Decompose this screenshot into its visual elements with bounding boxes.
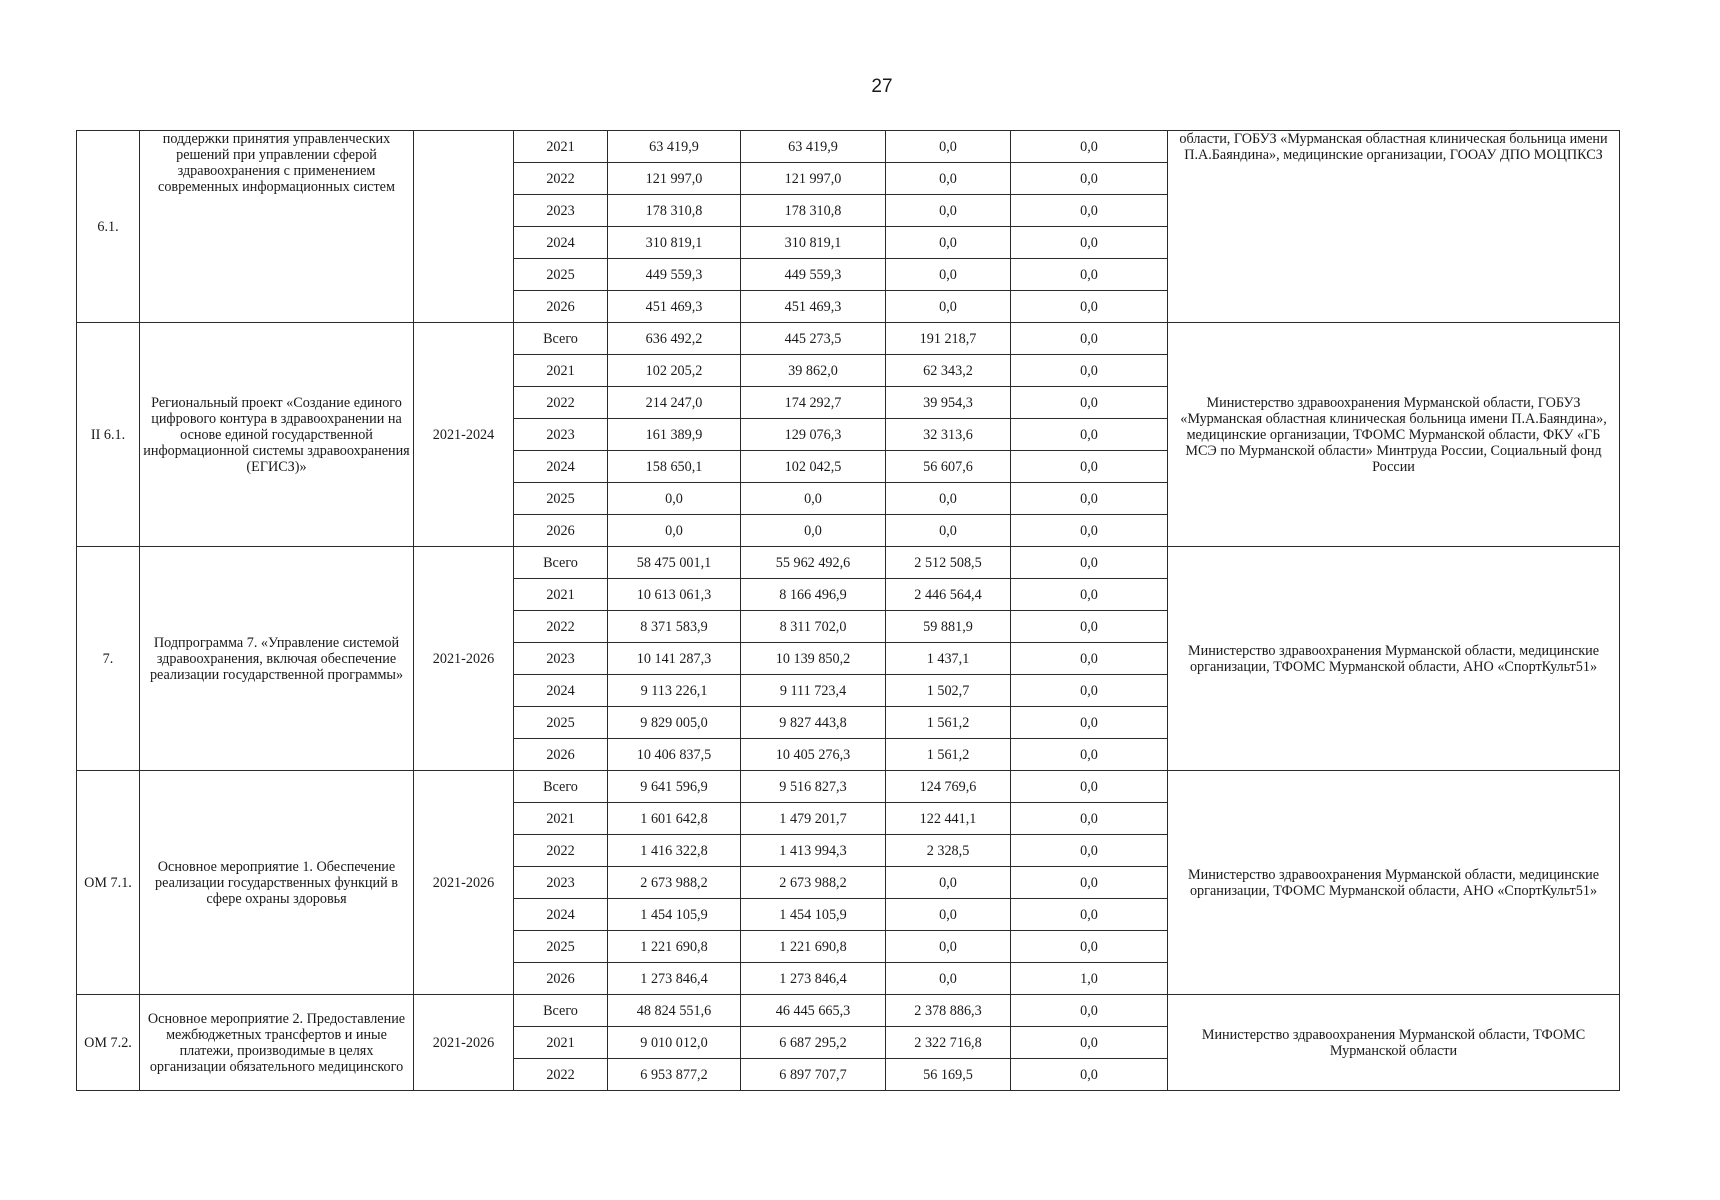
federal-budget-cell: 2 328,5 bbox=[886, 835, 1011, 867]
total-amount-cell: 161 389,9 bbox=[608, 419, 741, 451]
federal-budget-cell: 0,0 bbox=[886, 867, 1011, 899]
other-sources-cell: 0,0 bbox=[1011, 675, 1168, 707]
regional-budget-cell: 46 445 665,3 bbox=[741, 995, 886, 1027]
year-cell: 2024 bbox=[514, 899, 608, 931]
federal-budget-cell: 39 954,3 bbox=[886, 387, 1011, 419]
regional-budget-cell: 9 827 443,8 bbox=[741, 707, 886, 739]
total-amount-cell: 10 141 287,3 bbox=[608, 643, 741, 675]
regional-budget-cell: 9 516 827,3 bbox=[741, 771, 886, 803]
total-amount-cell: 310 819,1 bbox=[608, 227, 741, 259]
year-cell: 2022 bbox=[514, 163, 608, 195]
total-amount-cell: 451 469,3 bbox=[608, 291, 741, 323]
item-number-cell: 6.1. bbox=[77, 131, 140, 323]
period-cell bbox=[414, 131, 514, 323]
total-amount-cell: 6 953 877,2 bbox=[608, 1059, 741, 1091]
federal-budget-cell: 124 769,6 bbox=[886, 771, 1011, 803]
item-name-cell: Региональный проект «Создание единого цифрового контура в здравоохранении на основе единой государственной информационной системы здравоохранения (ЕГИСЗ)» bbox=[140, 323, 414, 547]
year-cell: 2026 bbox=[514, 515, 608, 547]
regional-budget-cell: 10 139 850,2 bbox=[741, 643, 886, 675]
regional-budget-cell: 1 221 690,8 bbox=[741, 931, 886, 963]
regional-budget-cell: 129 076,3 bbox=[741, 419, 886, 451]
other-sources-cell: 0,0 bbox=[1011, 259, 1168, 291]
page-number: 27 bbox=[871, 76, 893, 97]
total-amount-cell: 58 475 001,1 bbox=[608, 547, 741, 579]
budget-table bbox=[76, 130, 1620, 1091]
regional-budget-cell: 0,0 bbox=[741, 515, 886, 547]
regional-budget-cell: 174 292,7 bbox=[741, 387, 886, 419]
regional-budget-cell: 451 469,3 bbox=[741, 291, 886, 323]
year-cell: 2024 bbox=[514, 227, 608, 259]
federal-budget-cell: 0,0 bbox=[886, 163, 1011, 195]
total-amount-cell: 214 247,0 bbox=[608, 387, 741, 419]
federal-budget-cell: 62 343,2 bbox=[886, 355, 1011, 387]
federal-budget-cell: 0,0 bbox=[886, 195, 1011, 227]
federal-budget-cell: 122 441,1 bbox=[886, 803, 1011, 835]
regional-budget-cell: 178 310,8 bbox=[741, 195, 886, 227]
item-number-cell: II 6.1. bbox=[77, 323, 140, 547]
federal-budget-cell: 0,0 bbox=[886, 899, 1011, 931]
year-cell: 2026 bbox=[514, 963, 608, 995]
total-amount-cell: 0,0 bbox=[608, 483, 741, 515]
total-amount-cell: 48 824 551,6 bbox=[608, 995, 741, 1027]
year-cell: 2022 bbox=[514, 1059, 608, 1091]
other-sources-cell: 0,0 bbox=[1011, 867, 1168, 899]
other-sources-cell: 0,0 bbox=[1011, 611, 1168, 643]
federal-budget-cell: 0,0 bbox=[886, 259, 1011, 291]
total-amount-cell: 2 673 988,2 bbox=[608, 867, 741, 899]
year-cell: 2026 bbox=[514, 291, 608, 323]
item-name-cell: Подпрограмма 7. «Управление системой здравоохранения, включая обеспечение реализации государственной программы» bbox=[140, 547, 414, 771]
year-cell: 2021 bbox=[514, 1027, 608, 1059]
federal-budget-cell: 1 502,7 bbox=[886, 675, 1011, 707]
federal-budget-cell: 0,0 bbox=[886, 291, 1011, 323]
table-row bbox=[77, 771, 1620, 803]
other-sources-cell: 0,0 bbox=[1011, 227, 1168, 259]
total-amount-cell: 1 601 642,8 bbox=[608, 803, 741, 835]
other-sources-cell: 0,0 bbox=[1011, 579, 1168, 611]
federal-budget-cell: 2 378 886,3 bbox=[886, 995, 1011, 1027]
other-sources-cell: 0,0 bbox=[1011, 131, 1168, 163]
total-amount-cell: 8 371 583,9 bbox=[608, 611, 741, 643]
other-sources-cell: 0,0 bbox=[1011, 547, 1168, 579]
year-cell: 2025 bbox=[514, 707, 608, 739]
total-amount-cell: 63 419,9 bbox=[608, 131, 741, 163]
federal-budget-cell: 0,0 bbox=[886, 515, 1011, 547]
other-sources-cell: 0,0 bbox=[1011, 931, 1168, 963]
other-sources-cell: 0,0 bbox=[1011, 739, 1168, 771]
year-cell: 2025 bbox=[514, 931, 608, 963]
regional-budget-cell: 2 673 988,2 bbox=[741, 867, 886, 899]
year-cell: 2022 bbox=[514, 387, 608, 419]
period-cell: 2021-2026 bbox=[414, 547, 514, 771]
regional-budget-cell: 6 687 295,2 bbox=[741, 1027, 886, 1059]
table-row bbox=[77, 995, 1620, 1027]
total-amount-cell: 1 221 690,8 bbox=[608, 931, 741, 963]
federal-budget-cell: 2 512 508,5 bbox=[886, 547, 1011, 579]
federal-budget-cell: 0,0 bbox=[886, 963, 1011, 995]
responsible-executors-cell: Министерство здравоохранения Мурманской области, медицинские организации, ТФОМС Мурманской области, АНО «СпортКульт51» bbox=[1168, 771, 1620, 995]
item-name-cell: Основное мероприятие 2. Предоставление межбюджетных трансфертов и иные платежи, производимые в целях организации обязательного медицинского bbox=[140, 995, 414, 1091]
other-sources-cell: 0,0 bbox=[1011, 419, 1168, 451]
total-amount-cell: 178 310,8 bbox=[608, 195, 741, 227]
responsible-executors-cell: области, ГОБУЗ «Мурманская областная клиническая больница имени П.А.Баяндина», медицинские организации, ГООАУ ДПО МОЦПКСЗ bbox=[1168, 131, 1620, 323]
period-cell: 2021-2026 bbox=[414, 771, 514, 995]
year-cell: Всего bbox=[514, 995, 608, 1027]
regional-budget-cell: 63 419,9 bbox=[741, 131, 886, 163]
table-row bbox=[77, 131, 1620, 163]
total-amount-cell: 9 010 012,0 bbox=[608, 1027, 741, 1059]
other-sources-cell: 0,0 bbox=[1011, 643, 1168, 675]
total-amount-cell: 449 559,3 bbox=[608, 259, 741, 291]
federal-budget-cell: 0,0 bbox=[886, 131, 1011, 163]
regional-budget-cell: 8 166 496,9 bbox=[741, 579, 886, 611]
federal-budget-cell: 59 881,9 bbox=[886, 611, 1011, 643]
table-row bbox=[77, 323, 1620, 355]
federal-budget-cell: 1 437,1 bbox=[886, 643, 1011, 675]
item-name-cell: поддержки принятия управленческих решений при управлении сферой здравоохранения с применением современных информационных систем bbox=[140, 131, 414, 323]
federal-budget-cell: 0,0 bbox=[886, 227, 1011, 259]
budget-table-body bbox=[77, 131, 1620, 1091]
federal-budget-cell: 56 169,5 bbox=[886, 1059, 1011, 1091]
responsible-executors-cell: Министерство здравоохранения Мурманской области, ГОБУЗ «Мурманская областная клиническая больница имени П.А.Баяндина», медицинские организации, ТФОМС Мурманской области, ФКУ «ГБ МСЭ по Мурманской области» Минтруда России, Социальный фонд России bbox=[1168, 323, 1620, 547]
year-cell: Всего bbox=[514, 547, 608, 579]
regional-budget-cell: 39 862,0 bbox=[741, 355, 886, 387]
federal-budget-cell: 191 218,7 bbox=[886, 323, 1011, 355]
total-amount-cell: 9 829 005,0 bbox=[608, 707, 741, 739]
total-amount-cell: 10 406 837,5 bbox=[608, 739, 741, 771]
federal-budget-cell: 0,0 bbox=[886, 931, 1011, 963]
other-sources-cell: 0,0 bbox=[1011, 1059, 1168, 1091]
other-sources-cell: 0,0 bbox=[1011, 515, 1168, 547]
regional-budget-cell: 102 042,5 bbox=[741, 451, 886, 483]
regional-budget-cell: 121 997,0 bbox=[741, 163, 886, 195]
period-cell: 2021-2024 bbox=[414, 323, 514, 547]
federal-budget-cell: 56 607,6 bbox=[886, 451, 1011, 483]
regional-budget-cell: 0,0 bbox=[741, 483, 886, 515]
responsible-executors-cell: Министерство здравоохранения Мурманской области, ТФОМС Мурманской области bbox=[1168, 995, 1620, 1091]
period-cell: 2021-2026 bbox=[414, 995, 514, 1091]
item-name-cell: Основное мероприятие 1. Обеспечение реализации государственных функций в сфере охраны здоровья bbox=[140, 771, 414, 995]
federal-budget-cell: 2 322 716,8 bbox=[886, 1027, 1011, 1059]
year-cell: 2025 bbox=[514, 259, 608, 291]
other-sources-cell: 0,0 bbox=[1011, 995, 1168, 1027]
other-sources-cell: 0,0 bbox=[1011, 707, 1168, 739]
total-amount-cell: 121 997,0 bbox=[608, 163, 741, 195]
regional-budget-cell: 1 479 201,7 bbox=[741, 803, 886, 835]
regional-budget-cell: 55 962 492,6 bbox=[741, 547, 886, 579]
other-sources-cell: 0,0 bbox=[1011, 899, 1168, 931]
other-sources-cell: 0,0 bbox=[1011, 387, 1168, 419]
other-sources-cell: 1,0 bbox=[1011, 963, 1168, 995]
year-cell: 2026 bbox=[514, 739, 608, 771]
year-cell: 2021 bbox=[514, 355, 608, 387]
regional-budget-cell: 10 405 276,3 bbox=[741, 739, 886, 771]
total-amount-cell: 9 113 226,1 bbox=[608, 675, 741, 707]
year-cell: Всего bbox=[514, 323, 608, 355]
total-amount-cell: 10 613 061,3 bbox=[608, 579, 741, 611]
responsible-executors-cell: Министерство здравоохранения Мурманской области, медицинские организации, ТФОМС Мурманской области, АНО «СпортКульт51» bbox=[1168, 547, 1620, 771]
regional-budget-cell: 445 273,5 bbox=[741, 323, 886, 355]
other-sources-cell: 0,0 bbox=[1011, 355, 1168, 387]
total-amount-cell: 0,0 bbox=[608, 515, 741, 547]
federal-budget-cell: 32 313,6 bbox=[886, 419, 1011, 451]
regional-budget-cell: 310 819,1 bbox=[741, 227, 886, 259]
year-cell: 2024 bbox=[514, 451, 608, 483]
regional-budget-cell: 1 413 994,3 bbox=[741, 835, 886, 867]
year-cell: 2023 bbox=[514, 643, 608, 675]
other-sources-cell: 0,0 bbox=[1011, 835, 1168, 867]
year-cell: 2022 bbox=[514, 835, 608, 867]
total-amount-cell: 1 454 105,9 bbox=[608, 899, 741, 931]
regional-budget-cell: 9 111 723,4 bbox=[741, 675, 886, 707]
year-cell: 2023 bbox=[514, 195, 608, 227]
year-cell: 2025 bbox=[514, 483, 608, 515]
other-sources-cell: 0,0 bbox=[1011, 803, 1168, 835]
year-cell: Всего bbox=[514, 771, 608, 803]
regional-budget-cell: 1 454 105,9 bbox=[741, 899, 886, 931]
other-sources-cell: 0,0 bbox=[1011, 163, 1168, 195]
federal-budget-cell: 1 561,2 bbox=[886, 739, 1011, 771]
federal-budget-cell: 0,0 bbox=[886, 483, 1011, 515]
other-sources-cell: 0,0 bbox=[1011, 483, 1168, 515]
year-cell: 2023 bbox=[514, 419, 608, 451]
total-amount-cell: 1 273 846,4 bbox=[608, 963, 741, 995]
total-amount-cell: 636 492,2 bbox=[608, 323, 741, 355]
federal-budget-cell: 1 561,2 bbox=[886, 707, 1011, 739]
federal-budget-cell: 2 446 564,4 bbox=[886, 579, 1011, 611]
total-amount-cell: 9 641 596,9 bbox=[608, 771, 741, 803]
other-sources-cell: 0,0 bbox=[1011, 1027, 1168, 1059]
table-row bbox=[77, 547, 1620, 579]
year-cell: 2022 bbox=[514, 611, 608, 643]
other-sources-cell: 0,0 bbox=[1011, 195, 1168, 227]
other-sources-cell: 0,0 bbox=[1011, 323, 1168, 355]
regional-budget-cell: 449 559,3 bbox=[741, 259, 886, 291]
other-sources-cell: 0,0 bbox=[1011, 771, 1168, 803]
year-cell: 2021 bbox=[514, 131, 608, 163]
total-amount-cell: 1 416 322,8 bbox=[608, 835, 741, 867]
other-sources-cell: 0,0 bbox=[1011, 451, 1168, 483]
regional-budget-cell: 6 897 707,7 bbox=[741, 1059, 886, 1091]
regional-budget-cell: 1 273 846,4 bbox=[741, 963, 886, 995]
total-amount-cell: 102 205,2 bbox=[608, 355, 741, 387]
item-number-cell: ОМ 7.2. bbox=[77, 995, 140, 1091]
year-cell: 2024 bbox=[514, 675, 608, 707]
other-sources-cell: 0,0 bbox=[1011, 291, 1168, 323]
year-cell: 2021 bbox=[514, 579, 608, 611]
year-cell: 2023 bbox=[514, 867, 608, 899]
item-number-cell: 7. bbox=[77, 547, 140, 771]
item-number-cell: ОМ 7.1. bbox=[77, 771, 140, 995]
regional-budget-cell: 8 311 702,0 bbox=[741, 611, 886, 643]
total-amount-cell: 158 650,1 bbox=[608, 451, 741, 483]
year-cell: 2021 bbox=[514, 803, 608, 835]
